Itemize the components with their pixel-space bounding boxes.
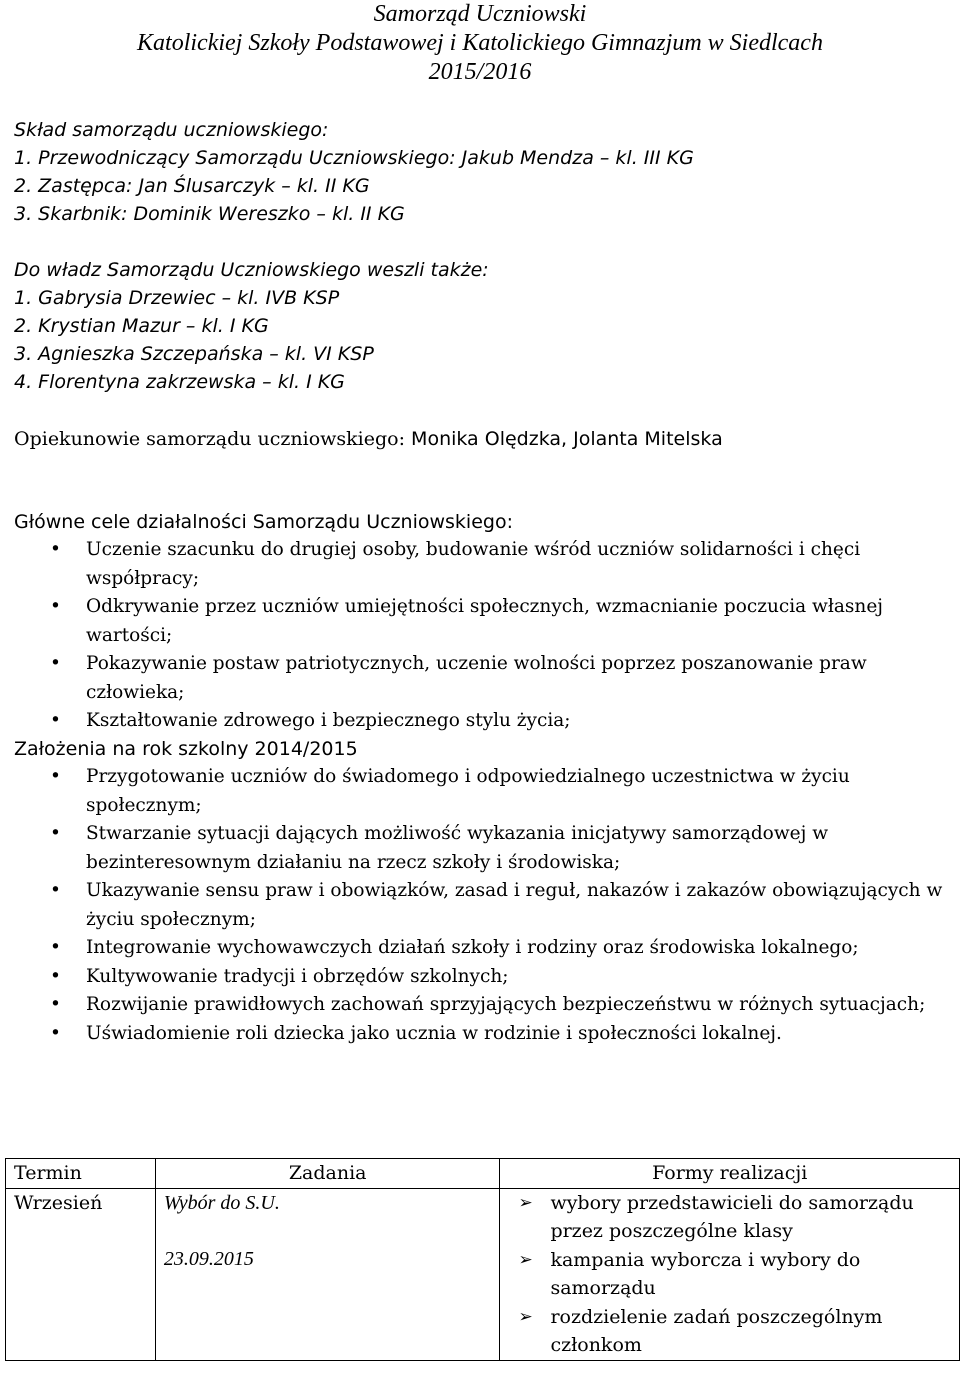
column-header-formy: Formy realizacji xyxy=(500,1159,960,1189)
wladze-heading: Do władz Samorządu Uczniowskiego weszli także: xyxy=(14,259,489,281)
list-item: • Rozwijanie prawidłowych zachowań sprzyjających bezpieczeństwu w różnych sytuacjach; xyxy=(0,991,960,1020)
column-header-termin: Termin xyxy=(6,1159,156,1189)
sklad-heading: Skład samorządu uczniowskiego: xyxy=(14,119,329,141)
table-row xyxy=(6,1188,960,1360)
list-item: • Ukazywanie sensu praw i obowiązków, zasad i reguł, nakazów i zakazów obowiązujących w życiu społecznym; xyxy=(0,877,960,934)
column-header-zadania: Zadania xyxy=(155,1159,500,1189)
list-item: • Kształtowanie zdrowego i bezpiecznego stylu życia; xyxy=(0,707,960,736)
wladze-member: 2. Krystian Mazur – kl. I KG xyxy=(14,315,269,337)
school-year: 2015/2016 xyxy=(428,59,532,85)
list-item: • Integrowanie wychowawczych działań szkoły i rodziny oraz środowiska lokalnego; xyxy=(0,934,960,963)
list-item: • Uświadomienie roli dziecka jako ucznia w rodzinie i społeczności lokalnej. xyxy=(0,1020,960,1049)
wladze-member: 4. Florentyna zakrzewska – kl. I KG xyxy=(14,371,345,393)
cell-termin: Wrzesień xyxy=(6,1188,156,1360)
list-item: • Uczenie szacunku do drugiej osoby, budowanie wśród uczniów solidarności i chęci współpracy; xyxy=(0,536,960,593)
list-item: ➢ kampania wyborcza i wybory do samorządu xyxy=(508,1246,959,1303)
opiekunowie-label: Opiekunowie samorządu uczniowskiego: xyxy=(14,428,412,450)
opiekunowie-names: Monika Olędzka, Jolanta Mitelska xyxy=(411,428,723,450)
sklad-member: 3. Skarbnik: Dominik Wereszko – kl. II KG xyxy=(14,203,405,225)
wladze-section xyxy=(14,256,489,396)
document-header xyxy=(0,0,960,87)
list-item: • Przygotowanie uczniów do świadomego i odpowiedzialnego uczestnictwa w życiu społecznym; xyxy=(0,763,960,820)
sklad-member: 2. Zastępca: Jan Ślusarczyk – kl. II KG xyxy=(14,175,370,197)
wladze-member: 1. Gabrysia Drzewiec – kl. IVB KSP xyxy=(14,287,340,309)
zalozenia-list xyxy=(0,763,960,1048)
table-header-row xyxy=(6,1159,960,1189)
zadanie-text: Wybór do S.U. xyxy=(163,1191,280,1214)
cele-heading: Główne cele działalności Samorządu Uczniowskiego: xyxy=(14,511,513,533)
list-item: • Kultywowanie tradycji i obrzędów szkolnych; xyxy=(0,963,960,992)
zadanie-date: 23.09.2015 xyxy=(163,1248,254,1270)
school-name: Katolickiej Szkoły Podstawowej i Katolickiego Gimnazjum w Siedlcach xyxy=(137,30,823,56)
sklad-member: 1. Przewodniczący Samorządu Uczniowskiego: Jakub Mendza – kl. III KG xyxy=(14,147,694,169)
wladze-member: 3. Agnieszka Szczepańska – kl. VI KSP xyxy=(14,343,374,365)
sklad-section xyxy=(14,116,694,228)
list-item: • Odkrywanie przez uczniów umiejętności społecznych, wzmacnianie poczucia własnej wartości; xyxy=(0,593,960,650)
list-item: ➢ rozdzielenie zadań poszczególnym członkom xyxy=(508,1303,959,1360)
opiekunowie-line xyxy=(14,426,723,452)
plan-table xyxy=(5,1158,960,1361)
cell-zadanie xyxy=(155,1188,500,1360)
cell-formy xyxy=(500,1188,960,1360)
formy-list xyxy=(508,1189,959,1360)
list-item: • Pokazywanie postaw patriotycznych, uczenie wolności poprzez poszanowanie praw człowieka; xyxy=(0,650,960,707)
cele-list xyxy=(0,536,960,736)
zalozenia-heading: Założenia na rok szkolny 2014/2015 xyxy=(14,738,358,760)
document-title: Samorząd Uczniowski xyxy=(373,1,587,27)
list-item: • Stwarzanie sytuacji dających możliwość wykazania inicjatywy samorządowej w bezinteresownym działaniu na rzecz szkoły i środowiska; xyxy=(0,820,960,877)
list-item: ➢ wybory przedstawicieli do samorządu przez poszczególne klasy xyxy=(508,1189,959,1246)
